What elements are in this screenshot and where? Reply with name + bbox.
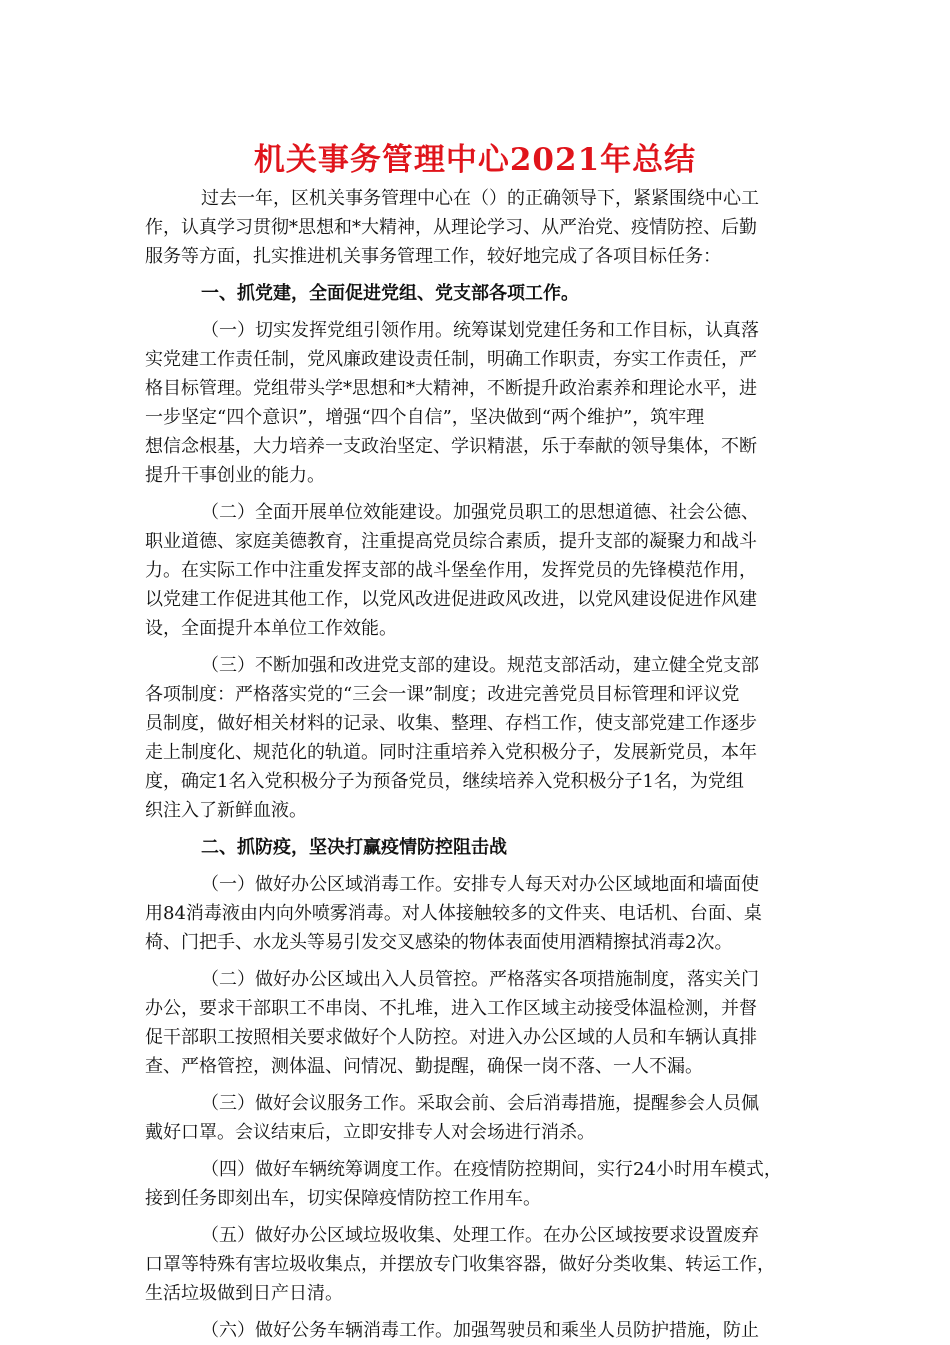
paragraph-gap bbox=[145, 1213, 805, 1221]
text-line: 作，认真学习贯彻*思想和*大精神，从理论学习、从严治党、疫情防控、后勤 bbox=[145, 217, 757, 238]
section-heading bbox=[145, 279, 805, 308]
text-line: （三）不断加强和改进党支部的建设。规范支部活动，建立健全党支部 bbox=[201, 655, 759, 676]
text-line: 服务等方面，扎实推进机关事务管理工作，较好地完成了各项目标任务： bbox=[145, 246, 721, 267]
paragraph bbox=[145, 498, 805, 643]
paragraph-gap bbox=[145, 825, 805, 833]
text-line: 一步坚定“四个意识”，增强“四个自信”，坚决做到“两个维护”，筑牢理 bbox=[145, 407, 705, 428]
text-line: 设，全面提升本单位工作效能。 bbox=[145, 618, 397, 639]
text-line: 接到任务即刻出车，切实保障疫情防控工作用车。 bbox=[145, 1188, 541, 1209]
paragraph-gap bbox=[145, 643, 805, 651]
section-heading bbox=[145, 833, 805, 862]
paragraph-gap bbox=[145, 490, 805, 498]
paragraph bbox=[145, 1089, 805, 1147]
paragraph-gap bbox=[145, 1081, 805, 1089]
paragraph-gap bbox=[145, 1308, 805, 1316]
paragraph bbox=[145, 965, 805, 1081]
paragraph-gap bbox=[145, 957, 805, 965]
paragraph bbox=[145, 184, 805, 271]
document-body bbox=[145, 184, 805, 1345]
paragraph bbox=[145, 870, 805, 957]
text-line: 格目标管理。党组带头学*思想和*大精神，不断提升政治素养和理论水平，进 bbox=[145, 378, 757, 399]
text-line: 力。在实际工作中注重发挥支部的战斗堡垒作用，发挥党员的先锋模范作用， bbox=[145, 560, 757, 581]
text-line: （五）做好办公区域垃圾收集、处理工作。在办公区域按要求设置废弃 bbox=[201, 1225, 759, 1246]
text-line: 用84消毒液由内向外喷雾消毒。对人体接触较多的文件夹、电话机、台面、桌 bbox=[145, 903, 762, 924]
paragraph bbox=[145, 651, 805, 825]
text-line: 促干部职工按照相关要求做好个人防控。对进入办公区域的人员和车辆认真排 bbox=[145, 1027, 757, 1048]
text-line: （二）全面开展单位效能建设。加强党员职工的思想道德、社会公德、 bbox=[201, 502, 759, 523]
text-line: （六）做好公务车辆消毒工作。加强驾驶员和乘坐人员防护措施，防止 bbox=[201, 1320, 759, 1341]
text-line: 各项制度：严格落实党的“三会一课”制度；改进完善党员目标管理和评议党 bbox=[145, 684, 740, 705]
text-line: 过去一年，区机关事务管理中心在（）的正确领导下，紧紧围绕中心工 bbox=[201, 188, 759, 209]
text-line: 织注入了新鲜血液。 bbox=[145, 800, 307, 821]
text-line: 走上制度化、规范化的轨道。同时注重培养入党积极分子，发展新党员，本年 bbox=[145, 742, 757, 763]
paragraph-gap bbox=[145, 271, 805, 279]
paragraph bbox=[145, 1155, 805, 1213]
paragraph bbox=[145, 1316, 805, 1345]
text-line: 戴好口罩。会议结束后，立即安排专人对会场进行消杀。 bbox=[145, 1122, 595, 1143]
text-line: （一）做好办公区域消毒工作。安排专人每天对办公区域地面和墙面使 bbox=[201, 874, 759, 895]
document-title: 机关事务管理中心2021年总结 bbox=[253, 142, 697, 178]
text-line: （二）做好办公区域出入人员管控。严格落实各项措施制度，落实关门 bbox=[201, 969, 759, 990]
text-line: （一）切实发挥党组引领作用。统筹谋划党建任务和工作目标，认真落 bbox=[201, 320, 759, 341]
text-line: 想信念根基，大力培养一支政治坚定、学识精湛，乐于奉献的领导集体，不断 bbox=[145, 436, 757, 457]
paragraph-gap bbox=[145, 308, 805, 316]
paragraph bbox=[145, 1221, 805, 1308]
text-line: 提升干事创业的能力。 bbox=[145, 465, 325, 486]
text-line: 查、严格管控，测体温、问情况、勤提醒，确保一岗不落、一人不漏。 bbox=[145, 1056, 703, 1077]
text-line: 一、抓党建，全面促进党组、党支部各项工作。 bbox=[201, 283, 579, 304]
paragraph-gap bbox=[145, 862, 805, 870]
text-line: 口罩等特殊有害垃圾收集点，并摆放专门收集容器，做好分类收集、转运工作， bbox=[145, 1254, 775, 1275]
text-line: 生活垃圾做到日产日清。 bbox=[145, 1283, 343, 1304]
text-line: 职业道德、家庭美德教育，注重提高党员综合素质，提升支部的凝聚力和战斗 bbox=[145, 531, 757, 552]
text-line: 办公，要求干部职工不串岗、不扎堆，进入工作区域主动接受体温检测，并督 bbox=[145, 998, 757, 1019]
paragraph bbox=[145, 316, 805, 490]
paragraph-gap bbox=[145, 1147, 805, 1155]
text-line: 二、抓防疫，坚决打赢疫情防控阻击战 bbox=[201, 837, 507, 858]
text-line: （四）做好车辆统筹调度工作。在疫情防控期间，实行24小时用车模式， bbox=[201, 1159, 782, 1180]
text-line: 椅、门把手、水龙头等易引发交叉感染的物体表面使用酒精擦拭消毒2次。 bbox=[145, 932, 733, 953]
text-line: 员制度，做好相关材料的记录、收集、整理、存档工作，使支部党建工作逐步 bbox=[145, 713, 757, 734]
text-line: 度，确定1名入党积极分子为预备党员，继续培养入党积极分子1名，为党组 bbox=[145, 771, 744, 792]
text-line: 以党建工作促进其他工作，以党风改进促进政风改进，以党风建设促进作风建 bbox=[145, 589, 757, 610]
text-line: （三）做好会议服务工作。采取会前、会后消毒措施，提醒参会人员佩 bbox=[201, 1093, 759, 1114]
text-line: 实党建工作责任制，党风廉政建设责任制，明确工作职责，夯实工作责任，严 bbox=[145, 349, 757, 370]
